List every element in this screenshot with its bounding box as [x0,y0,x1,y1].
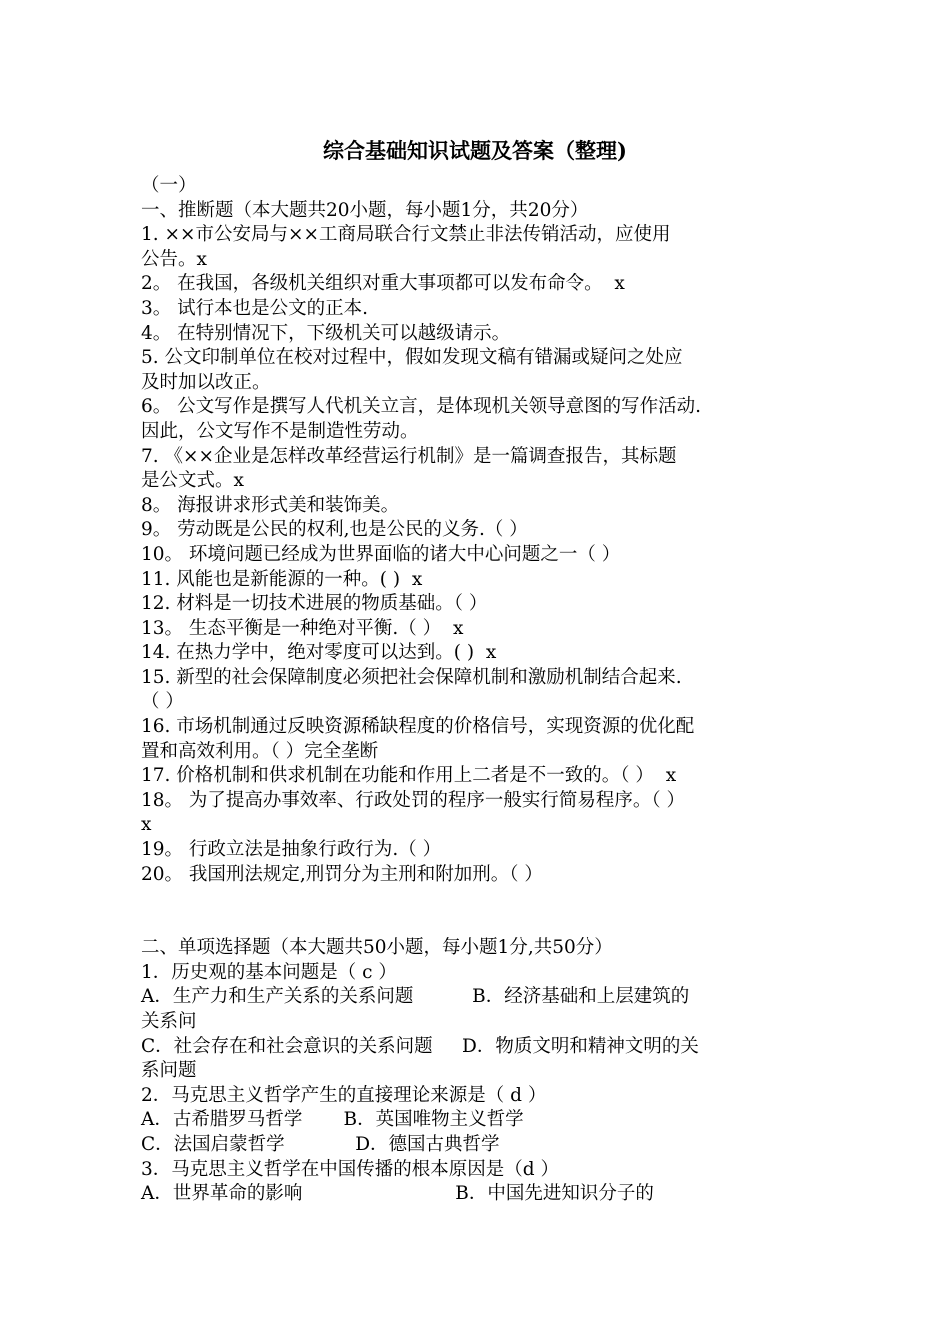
section-heading: 二、单项选择题（本大题共50小题，每小题1分,共50分） [141,937,613,959]
question-line: 置和高效利用。（ ）完全垄断 [141,740,379,762]
document-body [141,174,813,1207]
question-line: （ ） [141,691,184,713]
question-line: 6。 公文写作是撰写人代机关立言，是体现机关领导意图的写作活动. [141,396,702,418]
question-line: 1. ××市公安局与××工商局联合行文禁止非法传销活动，应使用 [141,224,671,246]
question-line: 及时加以改正。 [141,371,271,393]
question-line: 因此，公文写作不是制造性劳动。 [141,420,419,442]
question-line: 公告。x [141,248,207,270]
option-line: A．生产力和生产关系的关系问题 B．经济基础和上层建筑的 [141,986,690,1008]
question-line: 1．历史观的基本问题是（ c ） [141,961,397,983]
option-line: C．法国启蒙哲学 D．德国古典哲学 [141,1133,500,1155]
section-spacer [141,887,813,936]
question-line: 4。 在特别情况下，下级机关可以越级请示。 [141,322,511,344]
question-line: 8。 海报讲求形式美和装饰美。 [141,494,400,516]
page-title: 综合基础知识试题及答案（整理) [323,138,627,163]
question-line: 3。 试行本也是公文的正本. [141,297,369,319]
text-line: （一） [141,175,197,196]
question-line: x [141,814,152,836]
question-line: 12. 材料是一切技术进展的物质基础。（ ） [141,593,488,615]
question-line: 7. 《××企业是怎样改革经营运行机制》是一篇调查报告，其标题 [141,445,677,467]
question-line: 10。 环境问题已经成为世界面临的诸大中心问题之一（ ） [141,543,621,565]
section-2 [141,936,813,1207]
question-line: 11. 风能也是新能源的一种。( ) x [141,568,423,590]
question-line: 14. 在热力学中，绝对零度可以达到。( ) x [141,642,497,664]
question-line: 5. 公文印制单位在校对过程中，假如发现文稿有错漏或疑问之处应 [141,347,683,369]
question-line: 2．马克思主义哲学产生的直接理论来源是（ d ） [141,1084,547,1106]
question-line: 13。 生态平衡是一种绝对平衡.（ ） x [141,617,464,639]
question-line: 17. 价格机制和供求机制在功能和作用上二者是不一致的。（ ） x [141,765,677,787]
question-line: 2。 在我国，各级机关组织对重大事项都可以发布命令。 x [141,273,625,295]
question-line: 19。 行政立法是抽象行政行为.（ ） [141,839,442,861]
section-1 [141,174,813,887]
option-line: C．社会存在和社会意识的关系问题 D．物质文明和精神文明的关 [141,1035,699,1057]
option-line: A．古希腊罗马哲学 B．英国唯物主义哲学 [141,1109,524,1131]
option-line: A．世界革命的影响 B．中国先进知识分子的 [141,1183,654,1205]
question-line: 3．马克思主义哲学在中国传播的根本原因是（d ） [141,1158,559,1180]
question-line: 18。 为了提高办事效率、行政处罚的程序一般实行简易程序。（ ） [141,789,686,811]
question-line: 16. 市场机制通过反映资源稀缺程度的价格信号，实现资源的优化配 [141,716,695,738]
question-line: 9。 劳动既是公民的权利,也是公民的义务.（ ） [141,519,528,541]
question-line: 20。 我国刑法规定,刑罚分为主刑和附加刑。（ ） [141,863,543,885]
question-line: 是公文式。x [141,470,244,492]
question-line: 15. 新型的社会保障制度必须把社会保障机制和激励机制结合起来. [141,666,682,688]
option-line: 关系问 [141,1011,197,1032]
option-line: 系问题 [141,1060,197,1082]
section-heading: 一、推断题（本大题共20小题，每小题1分，共20分） [141,199,589,221]
